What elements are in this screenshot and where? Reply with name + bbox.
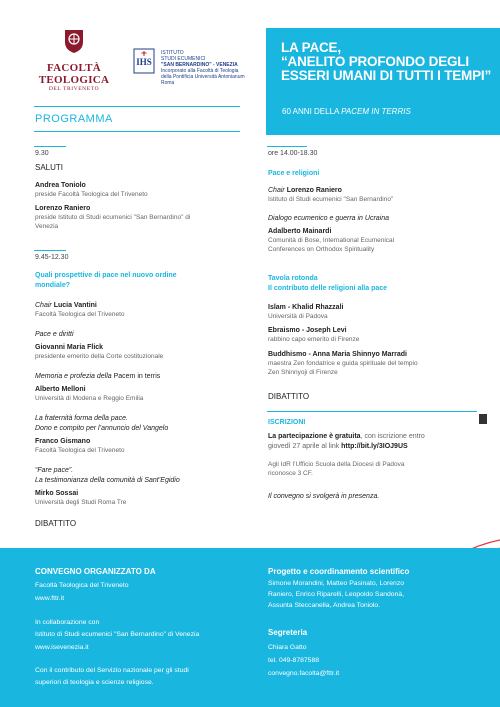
- free-text: La partecipazione è gratuita: [268, 433, 361, 440]
- speaker-role: Facoltà Teologica del Triveneto: [35, 447, 125, 454]
- title-line1: LA PACE,: [281, 40, 341, 55]
- talk-title-a: Memoria e profezia della: [35, 373, 114, 380]
- title-line2: “ANELITO PROFONDO DEGLI: [281, 54, 469, 69]
- chair-name: Lorenzo Raniero: [286, 187, 342, 194]
- speaker-role: Conferences on Orthodox Spirituality: [268, 246, 375, 253]
- faculty-logo: [34, 28, 114, 92]
- talk-title: [35, 372, 160, 381]
- chair-name: Lucia Vantini: [53, 302, 97, 309]
- institute-line1: ISTITUTO: [161, 50, 184, 56]
- subtitle-italic: PACEM IN TERRIS: [341, 107, 411, 116]
- title-line3: ESSERI UMANI DI TUTTI I TEMPI”: [281, 68, 492, 83]
- ihs-monogram-icon: [133, 48, 155, 74]
- subtitle-prefix: 60 ANNI DELLA: [282, 107, 342, 116]
- speaker-name: Giovanni Maria Flick: [35, 344, 104, 351]
- speaker-name: Ebraismo - Joseph Levi: [268, 327, 347, 334]
- talk-title: Pace e diritti: [35, 331, 74, 338]
- talk-title: “Fare pace”.: [35, 467, 74, 474]
- talk-title: La fraternità forma della pace.: [35, 415, 128, 422]
- session-title: Quali prospettive di pace nel nuovo ordine: [35, 272, 177, 279]
- speaker-name: Alberto Melloni: [35, 386, 86, 393]
- faculty-name-line3: DEL TRIVENETO: [48, 86, 100, 92]
- idr-line: riconosce 3 CF.: [268, 470, 313, 477]
- speaker-role: rabbino capo emerito di Firenze: [268, 336, 360, 343]
- speaker-role: Facoltà Teologica del Triveneto: [35, 311, 125, 318]
- contrib-line: superiori di teologia e scienze religiose.: [35, 679, 154, 686]
- presence-note: Il convegno si svolgerà in presenza.: [268, 493, 380, 500]
- idr-line: Agli IdR l’Ufficio Scuola della Diocesi di Padova: [268, 461, 405, 468]
- programma-divider: [34, 131, 240, 132]
- institute-line6: Roma: [161, 80, 175, 86]
- chair-label: Chair: [268, 187, 287, 194]
- session-title: Pace e religioni: [268, 170, 320, 177]
- iscrizioni-divider: [267, 411, 477, 412]
- speaker-role: preside Istituto di Studi ecumenici "San Bernardino" di: [35, 214, 191, 221]
- svg-text:IHS: IHS: [136, 57, 152, 67]
- seg-name: Chiara Gatto: [268, 644, 307, 651]
- deadline-date: giovedì 27 aprile al link: [268, 443, 342, 450]
- institute-line5: della Pontificia Università Antonianum: [161, 74, 245, 80]
- chair-label: Chair: [35, 302, 54, 309]
- talk-title: Dialogo ecumenico e guerra in Ucraina: [268, 215, 390, 222]
- coord-heading: Progetto e coordinamento scientifico: [268, 567, 410, 576]
- registration-link[interactable]: http://bit.ly/3IOJ9US: [341, 443, 408, 450]
- speaker-name: Franco Gismano: [35, 438, 91, 445]
- chair-line: [268, 186, 342, 195]
- dibattito-afternoon: DIBATTITO: [268, 392, 310, 401]
- time-930: 9.30: [35, 150, 49, 157]
- talk-title-b: Pacem in terris: [113, 373, 161, 380]
- org-url[interactable]: www.fttr.it: [35, 595, 65, 602]
- coord-line: Simone Morandini, Matteo Pasinato, Lorenzo: [268, 580, 405, 587]
- speaker-role: presidente emerito della Corte costituzionale: [35, 353, 164, 360]
- speaker-role: preside Facoltà Teologica del Triveneto: [35, 191, 148, 198]
- institute-line2: STUDI ECUMENICI: [161, 56, 206, 62]
- event-title: [281, 41, 496, 83]
- deadline-text: , con iscrizione entro: [360, 433, 425, 440]
- coord-line: Assunta Steccanella, Andrea Toniolo.: [268, 602, 381, 609]
- seg-email[interactable]: convegno.facolta@fttr.it: [268, 670, 340, 677]
- speaker-name: Mirko Sossai: [35, 490, 79, 497]
- header-divider: [34, 106, 240, 107]
- session-title: mondiale?: [35, 282, 71, 289]
- collab-url[interactable]: www.isevenezia.it: [35, 644, 89, 651]
- time-rule: [34, 146, 66, 147]
- time-rule: [34, 250, 66, 251]
- institute-line4: Incorporato alla Facoltà di Teologia: [161, 68, 239, 74]
- speaker-name: Andrea Toniolo: [35, 182, 86, 189]
- talk-title: La testimonianza della comunità di Sant’Egidio: [35, 477, 180, 484]
- speaker-name: Buddhismo - Anna Maria Shinnyo Marradi: [268, 351, 407, 358]
- collab-label: In collaborazione con: [35, 619, 100, 626]
- collab-name: Istituto di Studi ecumenici "San Bernardino" di Venezia: [35, 631, 200, 638]
- round-table-subtitle: Il contributo delle religioni alla pace: [268, 285, 388, 292]
- speaker-role: Comunità di Bose, International Ecumenical: [268, 237, 395, 244]
- contrib-line: Con il contributo del Servizio nazionale per gli studi: [35, 667, 189, 674]
- speaker-role: Venezia: [35, 223, 59, 230]
- programma-heading: PROGRAMMA: [35, 113, 113, 125]
- speaker-role: Istituto di Studi ecumenici "San Bernardino": [268, 196, 394, 203]
- time-945: 9.45-12.30: [35, 254, 69, 261]
- round-table-title: Tavola rotonda: [268, 275, 318, 282]
- institute-text: [161, 50, 261, 86]
- dibattito-morning: DIBATTITO: [35, 519, 77, 528]
- speaker-role: Università di Modena e Reggio Emilia: [35, 395, 144, 402]
- seg-heading: Segreteria: [268, 628, 308, 637]
- time-afternoon: ore 14.00-18.30: [268, 150, 318, 157]
- faculty-name-line1: FACOLTÀ: [46, 62, 102, 74]
- speaker-role: Università degli Studi Roma Tre: [35, 499, 127, 506]
- iscrizioni-heading: ISCRIZIONI: [268, 419, 306, 426]
- faculty-crest-icon: [63, 28, 85, 54]
- speaker-role: maestra Zen fondatrice e guida spirituale del tempio: [268, 360, 418, 367]
- badge-icon: [478, 413, 488, 425]
- coord-line: Raniero, Enrico Riparelli, Leopoldo Sandonà,: [268, 591, 405, 598]
- org-name: Facoltà Teologica del Triveneto: [35, 582, 129, 589]
- saluti-heading: SALUTI: [35, 163, 64, 172]
- speaker-name: Islam - Khalid Rhazzali: [268, 304, 344, 311]
- speaker-name: Lorenzo Raniero: [35, 205, 91, 212]
- event-subtitle: [282, 107, 411, 116]
- speaker-name: Adalberto Mainardi: [268, 228, 332, 235]
- time-rule: [267, 146, 307, 147]
- institute-line3: "SAN BERNARDINO" - VENEZIA: [161, 62, 238, 68]
- chair-line: [35, 301, 97, 310]
- org-heading: CONVEGNO ORGANIZZATO DA: [35, 567, 156, 576]
- talk-title: Dono e compito per l’annuncio del Vangelo: [35, 425, 169, 432]
- seg-tel: tel. 049-8787588: [268, 657, 320, 664]
- faculty-name-line2: TEOLOGICA: [38, 74, 110, 86]
- speaker-role: Università di Padova: [268, 313, 328, 320]
- speaker-role: Zen Shinnyoji di Firenze: [268, 369, 338, 376]
